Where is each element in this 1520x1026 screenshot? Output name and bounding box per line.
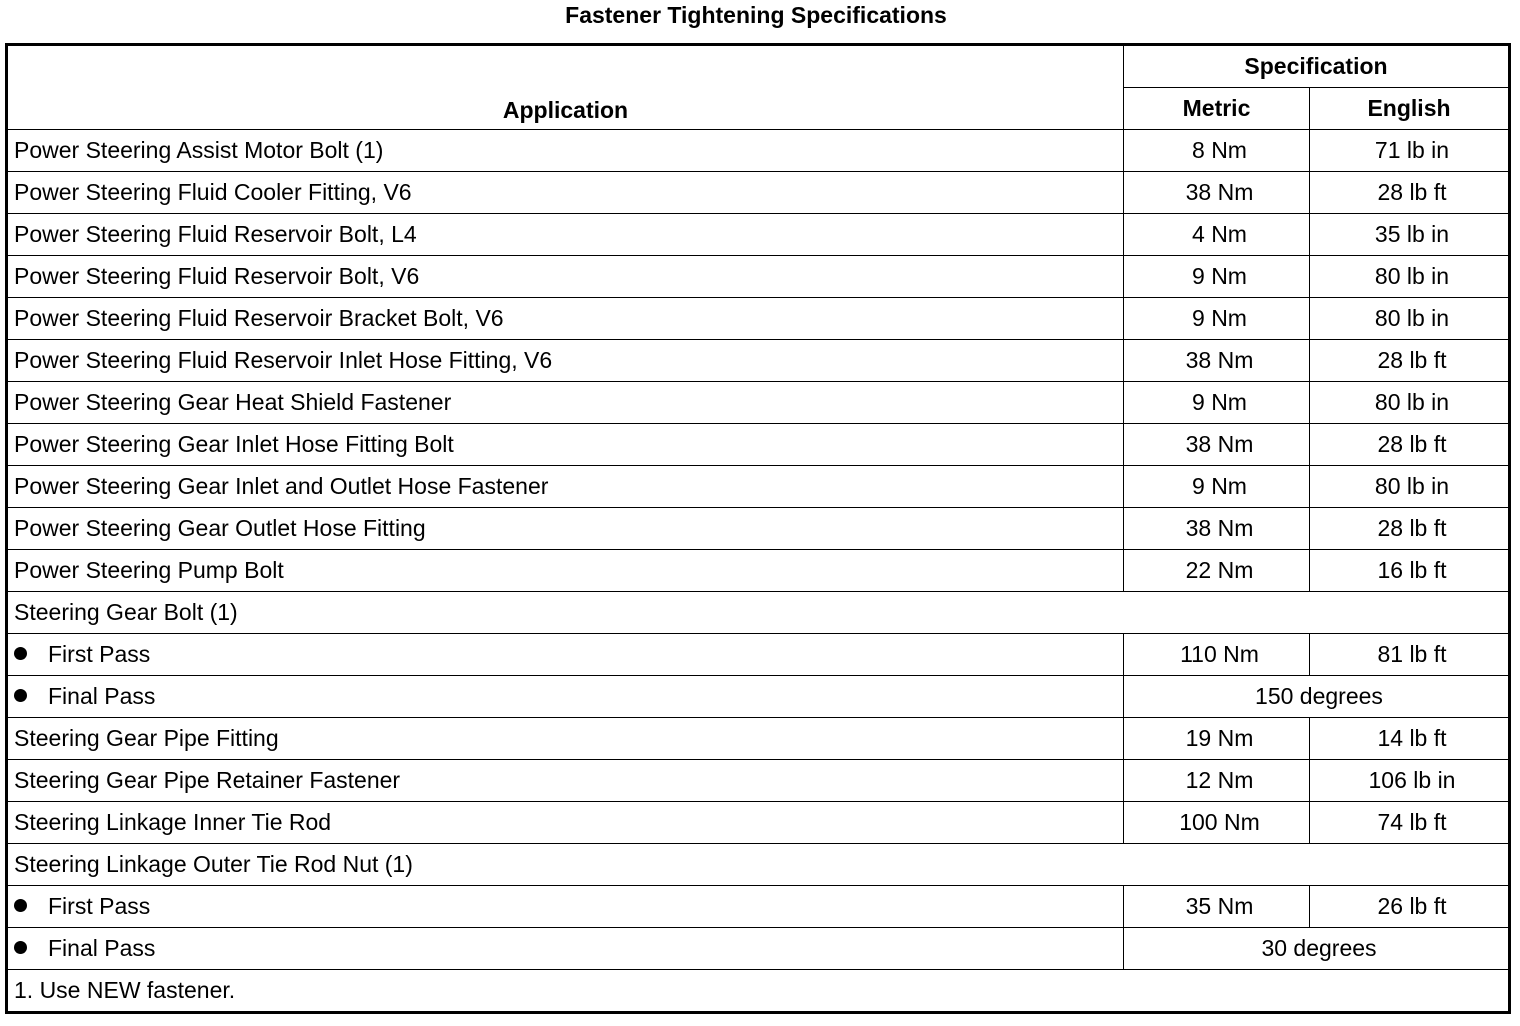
- application-cell: [7, 844, 1510, 886]
- english-cell: 28 lb ft: [1310, 340, 1510, 382]
- application-cell: [7, 424, 1124, 466]
- application-label: Power Steering Fluid Reservoir Bolt, V6: [14, 263, 420, 289]
- table-row: [7, 886, 1510, 928]
- metric-cell: 19 Nm: [1124, 718, 1310, 760]
- application-label: Power Steering Gear Outlet Hose Fitting: [14, 515, 426, 541]
- table-body: [7, 130, 1510, 970]
- specification-cell: 30 degrees: [1124, 928, 1510, 970]
- application-cell: [7, 928, 1124, 970]
- table-row: [7, 340, 1510, 382]
- english-cell: 28 lb ft: [1310, 172, 1510, 214]
- table-row: [7, 214, 1510, 256]
- bullet-icon: [14, 647, 27, 660]
- page-title: Fastener Tightening Specifications: [565, 2, 947, 28]
- metric-cell: 38 Nm: [1124, 172, 1310, 214]
- metric-cell: 4 Nm: [1124, 214, 1310, 256]
- table-row: [7, 382, 1510, 424]
- table-row: [7, 928, 1510, 970]
- fastener-spec-table: [5, 43, 1511, 1014]
- application-label: Power Steering Fluid Cooler Fitting, V6: [14, 179, 412, 205]
- application-label: Steering Gear Pipe Fitting: [14, 725, 279, 751]
- english-cell: 74 lb ft: [1310, 802, 1510, 844]
- application-label: Final Pass: [48, 683, 156, 709]
- metric-cell: 38 Nm: [1124, 424, 1310, 466]
- application-cell: [7, 130, 1124, 172]
- table-row: [7, 592, 1510, 634]
- application-cell: [7, 718, 1124, 760]
- application-label: Final Pass: [48, 935, 156, 961]
- table-row: [7, 844, 1510, 886]
- metric-cell: 9 Nm: [1124, 466, 1310, 508]
- english-cell: 106 lb in: [1310, 760, 1510, 802]
- application-label: First Pass: [48, 641, 151, 667]
- english-cell: 14 lb ft: [1310, 718, 1510, 760]
- application-label: Power Steering Assist Motor Bolt (1): [14, 137, 384, 163]
- footnote: 1. Use NEW fastener.: [7, 970, 1510, 1013]
- application-label: Power Steering Gear Heat Shield Fastener: [14, 389, 452, 415]
- application-label: Steering Gear Bolt (1): [14, 599, 238, 625]
- application-cell: [7, 256, 1124, 298]
- english-cell: 16 lb ft: [1310, 550, 1510, 592]
- application-cell: [7, 634, 1124, 676]
- application-label: Power Steering Gear Inlet Hose Fitting Bolt: [14, 431, 454, 457]
- bullet-icon: [14, 899, 27, 912]
- application-label: Power Steering Fluid Reservoir Bracket Bolt, V6: [14, 305, 504, 331]
- header-application: Application: [7, 45, 1124, 130]
- metric-cell: 9 Nm: [1124, 298, 1310, 340]
- bullet-icon: [14, 689, 27, 702]
- table-row: [7, 256, 1510, 298]
- english-cell: 80 lb in: [1310, 466, 1510, 508]
- application-label: Power Steering Pump Bolt: [14, 557, 284, 583]
- application-label: Power Steering Fluid Reservoir Bolt, L4: [14, 221, 417, 247]
- header-metric: Metric: [1124, 88, 1310, 130]
- application-label: Steering Linkage Inner Tie Rod: [14, 809, 332, 835]
- application-cell: [7, 508, 1124, 550]
- metric-cell: 35 Nm: [1124, 886, 1310, 928]
- metric-cell: 100 Nm: [1124, 802, 1310, 844]
- application-label: Power Steering Fluid Reservoir Inlet Hose Fitting, V6: [14, 347, 553, 373]
- table-row: [7, 718, 1510, 760]
- table-row: [7, 466, 1510, 508]
- metric-cell: 110 Nm: [1124, 634, 1310, 676]
- application-cell: [7, 466, 1124, 508]
- metric-cell: 8 Nm: [1124, 130, 1310, 172]
- table-row: [7, 424, 1510, 466]
- table-row: [7, 634, 1510, 676]
- table-row: [7, 802, 1510, 844]
- footnote-row: [7, 970, 1510, 1013]
- application-label: Steering Gear Pipe Retainer Fastener: [14, 767, 401, 793]
- application-label: Steering Linkage Outer Tie Rod Nut (1): [14, 851, 413, 877]
- metric-cell: 9 Nm: [1124, 256, 1310, 298]
- english-cell: 71 lb in: [1310, 130, 1510, 172]
- application-label: Power Steering Gear Inlet and Outlet Hose Fastener: [14, 473, 549, 499]
- header-specification: Specification: [1124, 45, 1510, 88]
- application-cell: [7, 592, 1510, 634]
- table-row: [7, 172, 1510, 214]
- application-cell: [7, 382, 1124, 424]
- english-cell: 80 lb in: [1310, 298, 1510, 340]
- application-cell: [7, 760, 1124, 802]
- table-row: [7, 550, 1510, 592]
- table-row: [7, 130, 1510, 172]
- metric-cell: 9 Nm: [1124, 382, 1310, 424]
- english-cell: 28 lb ft: [1310, 424, 1510, 466]
- bullet-icon: [14, 941, 27, 954]
- english-cell: 28 lb ft: [1310, 508, 1510, 550]
- metric-cell: 12 Nm: [1124, 760, 1310, 802]
- application-cell: [7, 886, 1124, 928]
- application-cell: [7, 550, 1124, 592]
- table-row: [7, 508, 1510, 550]
- english-cell: 80 lb in: [1310, 256, 1510, 298]
- application-cell: [7, 172, 1124, 214]
- application-cell: [7, 214, 1124, 256]
- application-cell: [7, 802, 1124, 844]
- metric-cell: 22 Nm: [1124, 550, 1310, 592]
- metric-cell: 38 Nm: [1124, 340, 1310, 382]
- english-cell: 26 lb ft: [1310, 886, 1510, 928]
- english-cell: 35 lb in: [1310, 214, 1510, 256]
- metric-cell: 38 Nm: [1124, 508, 1310, 550]
- application-cell: [7, 298, 1124, 340]
- english-cell: 81 lb ft: [1310, 634, 1510, 676]
- application-cell: [7, 340, 1124, 382]
- application-label: First Pass: [48, 893, 151, 919]
- table-row: [7, 760, 1510, 802]
- table-row: [7, 298, 1510, 340]
- application-cell: [7, 676, 1124, 718]
- specification-cell: 150 degrees: [1124, 676, 1510, 718]
- table-row: [7, 676, 1510, 718]
- english-cell: 80 lb in: [1310, 382, 1510, 424]
- header-english: English: [1310, 88, 1510, 130]
